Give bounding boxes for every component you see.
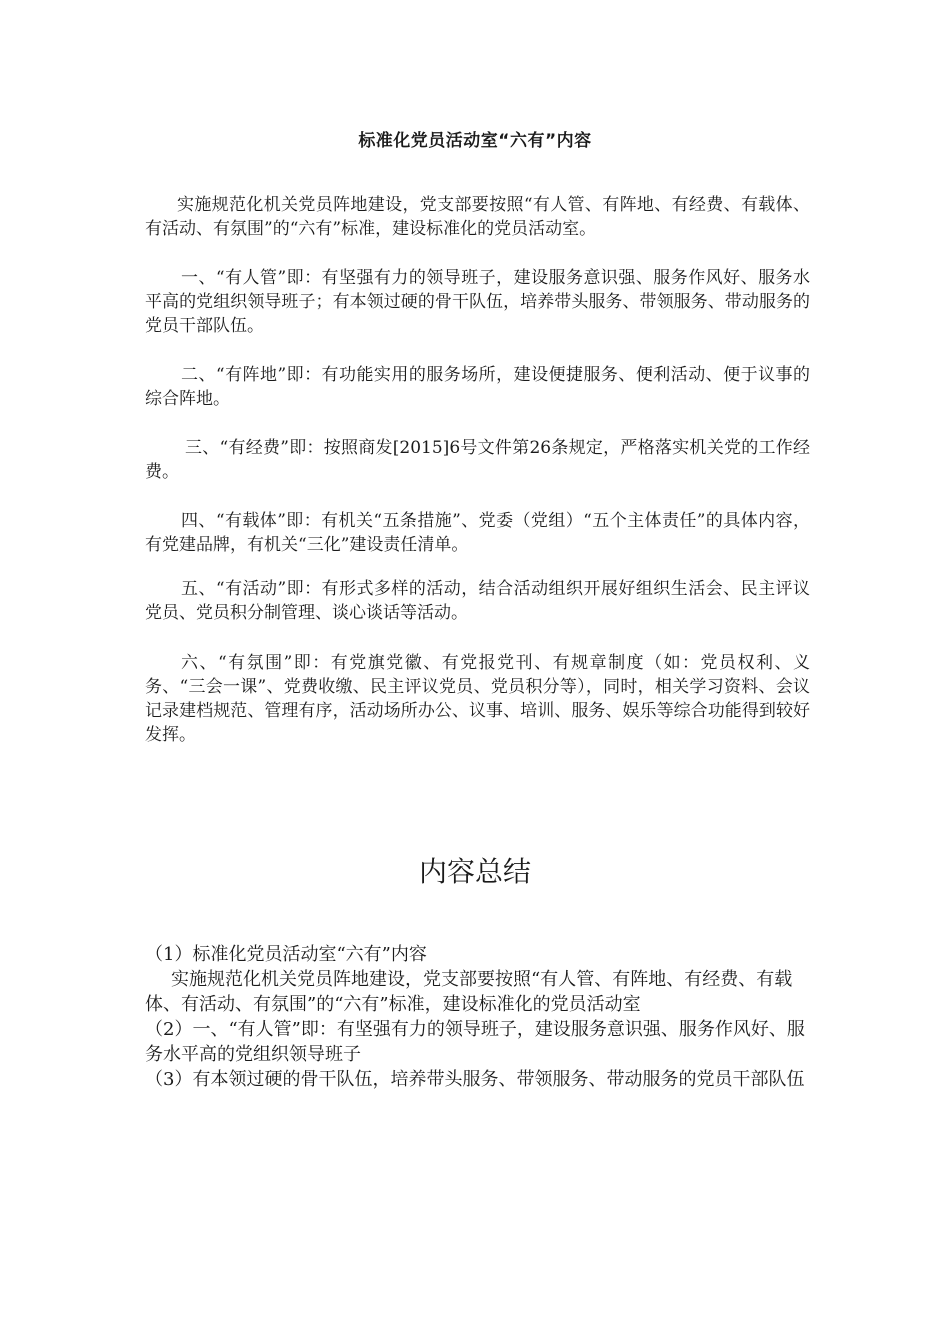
paragraph-you-huodong: 五、“有活动”即：有形式多样的活动，结合活动组织开展好组织生活会、民主评议党员、党员积分制管理、谈心谈话等活动。 <box>145 579 810 623</box>
paragraph-youren-guan: 一、“有人管”即：有坚强有力的领导班子，建设服务意识强、服务作风好、服务水平高的党组织领导班子；有本领过硬的骨干队伍，培养带头服务、带领服务、带动服务的党员干部队伍。 <box>145 268 810 336</box>
summary-item: 实施规范化机关党员阵地建设，党支部要按照“有人管、有阵地、有经费、有载体、有活动、有氛围”的“六有”标准，建设标准化的党员活动室 <box>145 969 793 1015</box>
summary-list <box>145 942 810 1092</box>
paragraph-you-zaiti: 四、“有载体”即：有机关“五条措施”、党委（党组）“五个主体责任”的具体内容，有党建品牌，有机关“三化”建设责任清单。 <box>145 511 810 555</box>
summary-item: （2）一、“有人管”即：有坚强有力的领导班子，建设服务意识强、服务作风好、服务水平高的党组织领导班子 <box>145 1019 805 1065</box>
summary-item: （3）有本领过硬的骨干队伍，培养带头服务、带领服务、带动服务的党员干部队伍 <box>145 1069 805 1090</box>
summary-item: （1）标准化党员活动室“六有”内容 <box>145 944 427 965</box>
document-title: 标准化党员活动室“六有”内容 <box>358 131 592 151</box>
summary-heading: 内容总结 <box>418 855 531 888</box>
paragraph-you-zhendi: 二、“有阵地”即：有功能实用的服务场所，建设便捷服务、便利活动、便于议事的综合阵地。 <box>145 365 810 409</box>
paragraph-you-fenwei: 六、“有氛围”即：有党旗党徽、有党报党刊、有规章制度（如：党员权利、义务、“三会一课”、党费收缴、民主评议党员、党员积分等），同时，相关学习资料、会议记录建档规范、管理有序，活动场所办公、议事、培训、服务、娱乐等综合功能得到较好发挥。 <box>145 653 810 745</box>
paragraph-you-jingfei: 三、“有经费”即：按照商发[2015]6号文件第26条规定，严格落实机关党的工作经费。 <box>145 438 810 482</box>
intro-paragraph: 实施规范化机关党员阵地建设，党支部要按照“有人管、有阵地、有经费、有载体、有活动、有氛围”的“六有”标准，建设标准化的党员活动室。 <box>145 195 810 239</box>
